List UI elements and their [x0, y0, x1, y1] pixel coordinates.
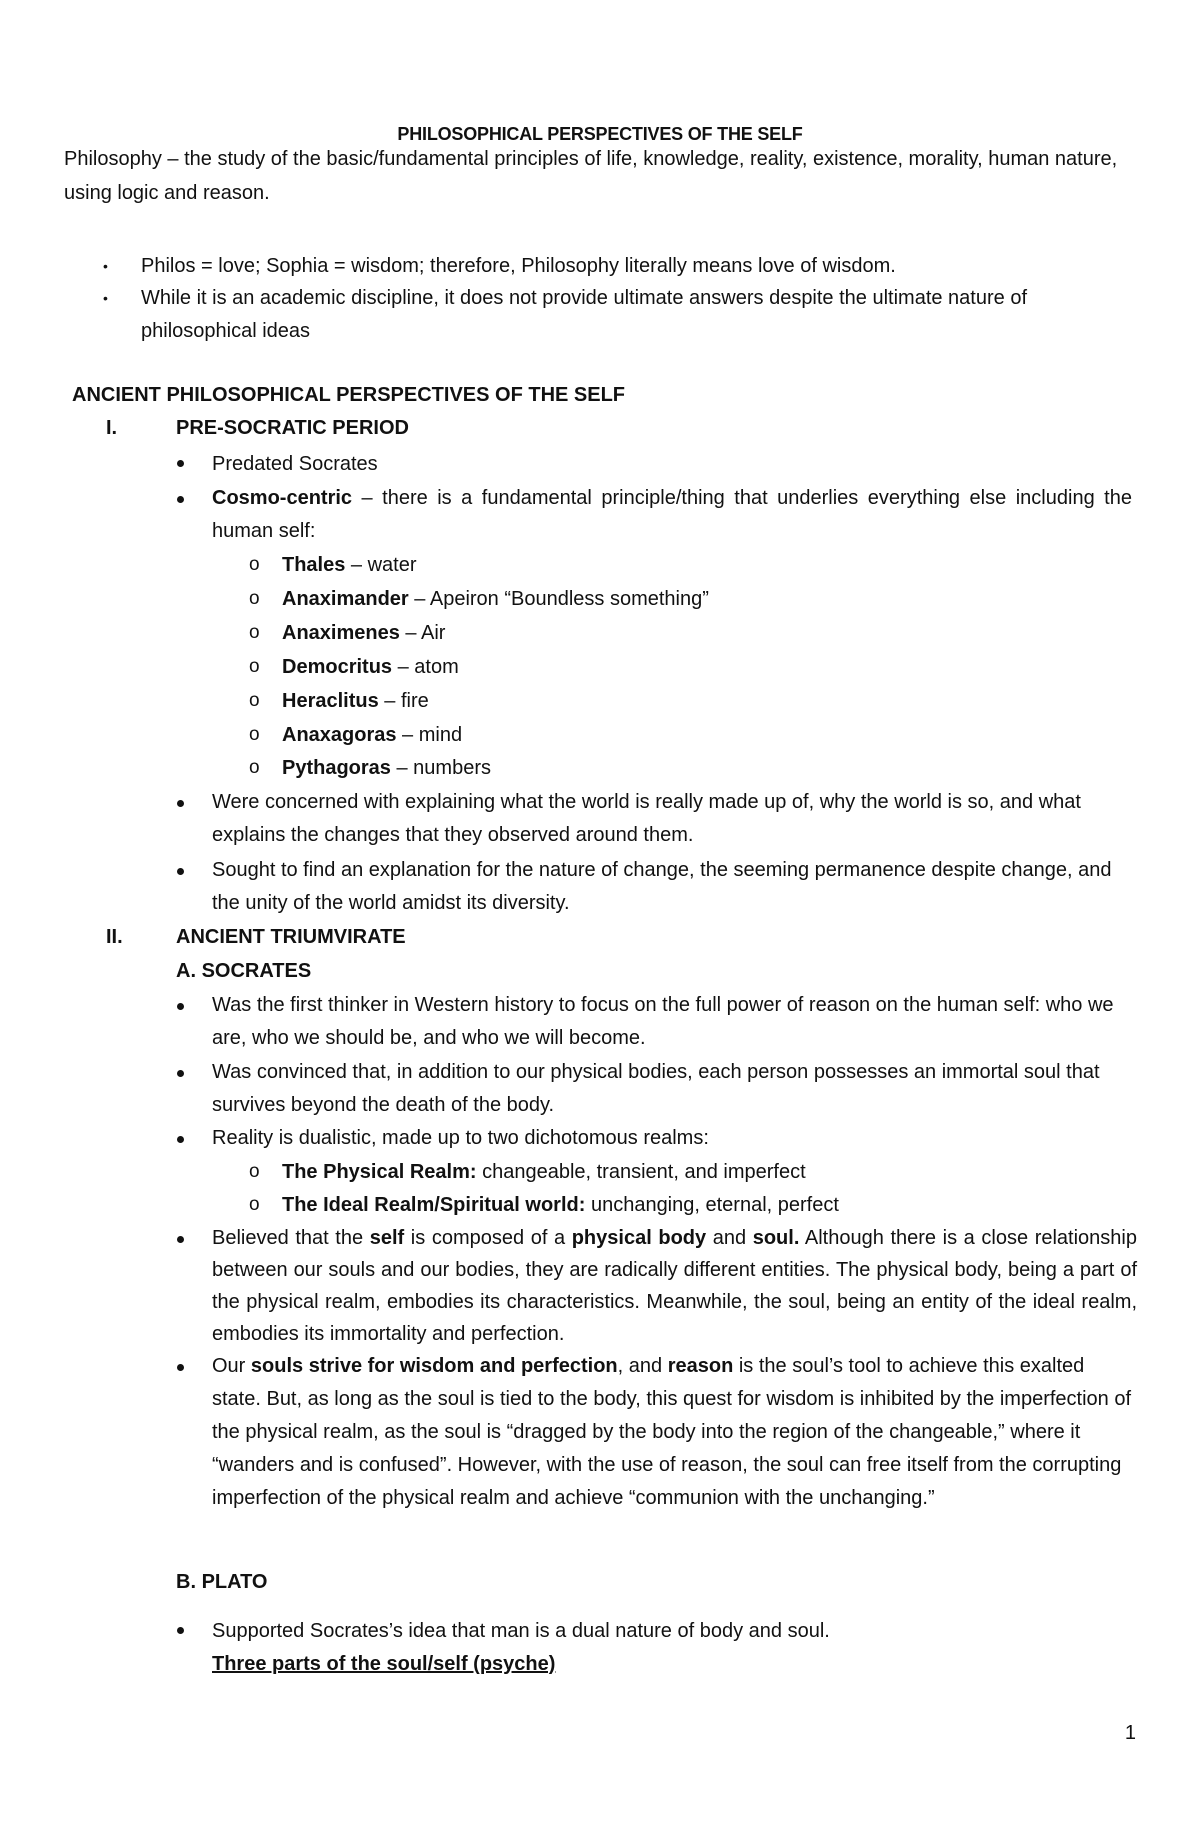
list-item: Anaxagoras – mind	[282, 724, 463, 746]
plato-heading: B. PLATO	[176, 1571, 268, 1593]
bullet-icon	[177, 460, 184, 467]
socrates-bullet-4: Believed that the self is composed of a physical body and soul. Although there is a close relationship between our souls and our bodies, they are radically different entities. The physical body, being a part of the physical realm, embodies its characteristics. Meanwhile, the soul, being an entity of the ideal realm, embodies its immortality and perfection.	[212, 1227, 1137, 1345]
definition-term: Philosophy	[64, 148, 162, 170]
sub-bullet-icon: o	[249, 656, 260, 677]
cosmo-centric-term: Cosmo-centric	[212, 487, 353, 509]
part-1-heading: PRE-SOCRATIC PERIOD	[176, 417, 409, 439]
section-heading: ANCIENT PHILOSOPHICAL PERSPECTIVES OF THE SELF	[72, 384, 626, 406]
plato-bullet-1: Supported Socrates’s idea that man is a dual nature of body and soul.	[212, 1620, 830, 1642]
sub-bullet-icon: o	[249, 724, 260, 745]
sub-bullet-icon: o	[249, 690, 260, 711]
intro-bullet-2: While it is an academic discipline, it does not provide ultimate answers despite the ultimate nature of philosophical ideas	[141, 287, 1028, 342]
socrates-bullet-3: Reality is dualistic, made up to two dichotomous realms:	[212, 1127, 709, 1149]
list-item: Thales – water	[282, 554, 417, 576]
pre-socratic-bullet-2	[212, 482, 1132, 548]
sub-bullet-icon: o	[249, 588, 260, 609]
realm-item: The Physical Realm: changeable, transient, and imperfect	[282, 1161, 806, 1183]
list-item: Heraclitus – fire	[282, 690, 429, 712]
list-item: Anaximenes – Air	[282, 622, 446, 644]
bullet-icon	[177, 1627, 184, 1634]
sub-bullet-icon: o	[249, 1194, 260, 1215]
bullet-icon: •	[103, 290, 108, 306]
bullet-icon	[177, 1003, 184, 1010]
bullet-icon	[177, 1236, 184, 1243]
socrates-bullet-1: Was the first thinker in Western history to focus on the full power of reason on the human self: who we are, who we should be, and who we will become.	[212, 994, 1114, 1049]
sub-bullet-icon: o	[249, 757, 260, 778]
pre-socratic-bullet-4: Sought to find an explanation for the nature of change, the seeming permanence despite change, and the unity of the world amidst its diversity.	[212, 859, 1112, 914]
pre-socratic-bullet-3: Were concerned with explaining what the world is really made up of, why the world is so, and what explains the changes that they observed around them.	[212, 791, 1081, 846]
bullet-icon	[177, 1136, 184, 1143]
definition-text: – the study of the basic/fundamental principles of life, knowledge, reality, existence, morality, human nature, using logic and reason.	[64, 148, 1118, 204]
intro-bullet-1: Philos = love; Sophia = wisdom; therefore, Philosophy literally means love of wisdom.	[141, 255, 896, 277]
bullet-icon	[177, 1364, 184, 1371]
part-1-numeral: I.	[106, 417, 118, 439]
sub-bullet-icon: o	[249, 1161, 260, 1182]
list-item: Democritus – atom	[282, 656, 459, 678]
bullet-icon	[177, 1070, 184, 1077]
bullet-icon: •	[103, 258, 108, 274]
socrates-heading: A. SOCRATES	[176, 960, 312, 982]
bullet-icon	[177, 868, 184, 875]
cosmo-centric-text: – there is a fundamental principle/thing that underlies everything else including the human self:	[212, 487, 1132, 542]
realm-item: The Ideal Realm/Spiritual world: unchanging, eternal, perfect	[282, 1194, 839, 1216]
list-item: Pythagoras – numbers	[282, 757, 491, 779]
bullet-icon	[177, 496, 184, 503]
socrates-bullet-5: Our souls strive for wisdom and perfection, and reason is the soul’s tool to achieve this exalted state. But, as long as the soul is tied to the body, this quest for wisdom is inhibited by the imperfection of the physical realm, as the soul is “dragged by the body into the region of the changeable,” where it “wanders and is confused”. However, with the use of reason, the soul can free itself from the corrupting imperfection of the physical realm and achieve “communion with the unchanging.”	[212, 1355, 1132, 1509]
part-2-numeral: II.	[106, 926, 123, 948]
list-item: Anaximander – Apeiron “Boundless something”	[282, 588, 709, 610]
psyche-subheading: Three parts of the soul/self (psyche)	[212, 1653, 556, 1675]
bullet-icon	[177, 800, 184, 807]
page-number: 1	[1124, 1722, 1136, 1744]
sub-bullet-icon: o	[249, 622, 260, 643]
philosophy-definition	[64, 142, 1136, 210]
socrates-bullet-2: Was convinced that, in addition to our physical bodies, each person possesses an immortal soul that survives beyond the death of the body.	[212, 1061, 1100, 1116]
sub-bullet-icon: o	[249, 554, 260, 575]
pre-socratic-bullet-1: Predated Socrates	[212, 453, 378, 475]
page-title: PHILOSOPHICAL PERSPECTIVES OF THE SELF	[397, 124, 803, 144]
part-2-heading: ANCIENT TRIUMVIRATE	[176, 926, 406, 948]
